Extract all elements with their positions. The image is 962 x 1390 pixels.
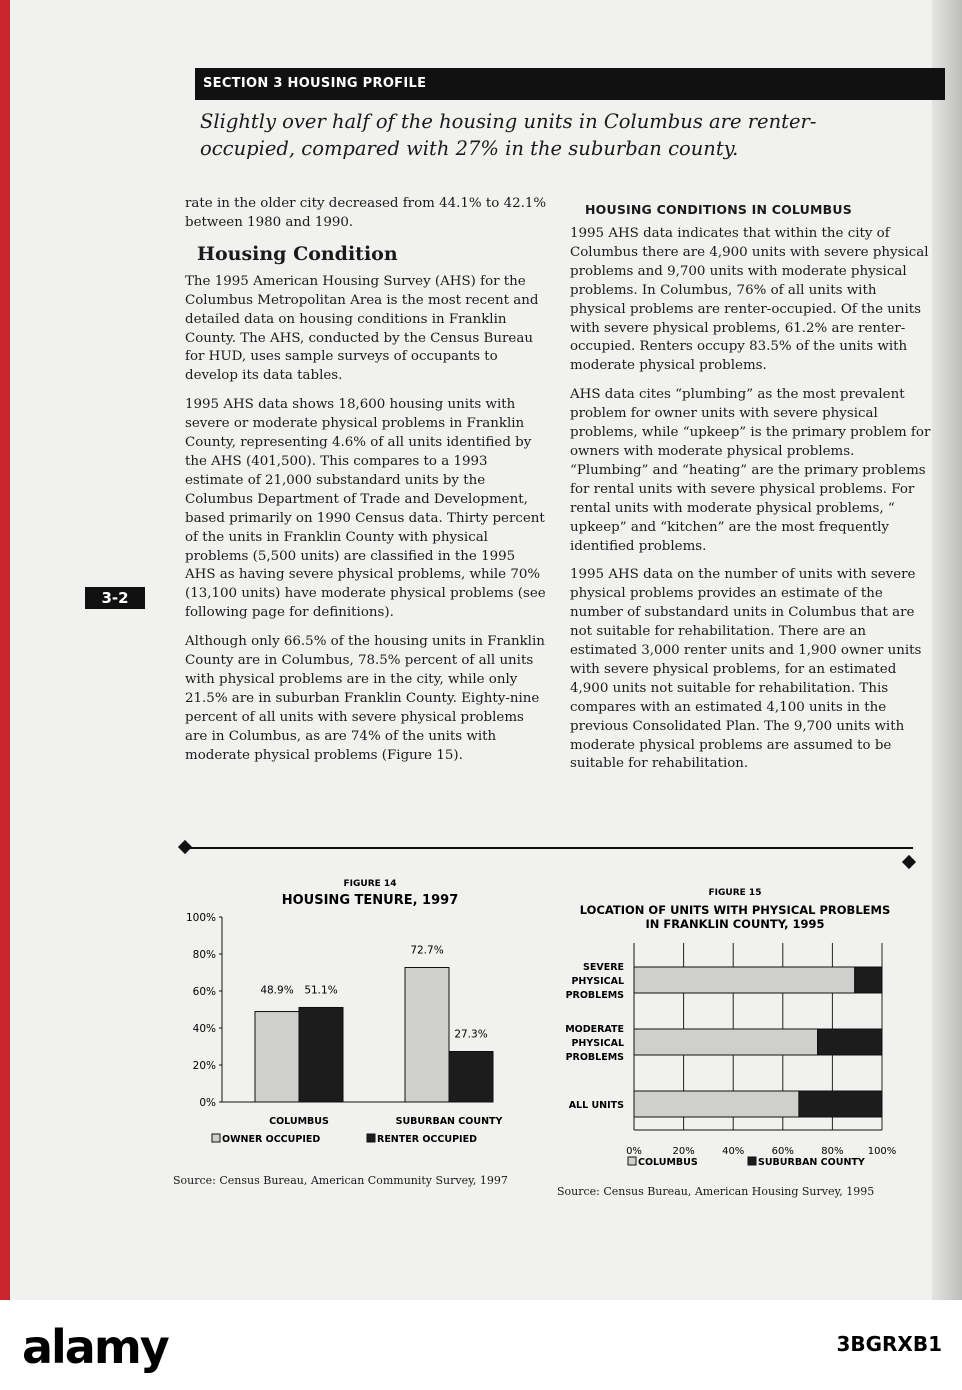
legend-swatch <box>628 1157 636 1165</box>
watermark-logo: alamy <box>22 1320 168 1374</box>
x-tick-label: 20% <box>672 1146 695 1157</box>
paragraph: 1995 AHS data on the number of units with severe physical problems provides an estimate of the number of substandard units in Columbus that are not suitable for rehabilitation. There are an estimated 3,000 renter units and 1,900 owner units with severe physical problems, for an estimated 4,900 units not suitable for rehabilitation. This compares with an estimated 4,100 units in the previous Consolidated Plan. The 9,700 units with moderate physical problems are assumed to be suitable for rehabilitation. <box>570 567 922 772</box>
pull-quote: Slightly over half of the housing units in Columbus are renter-occupied, compared with 27% in the suburban county. <box>200 110 817 160</box>
legend-label: SUBURBAN COUNTY <box>758 1157 865 1168</box>
paragraph: AHS data cites “plumbing” as the most prevalent problem for owner units with severe physical problems, while “upkeep” is the primary problem for owners with moderate physical problems. “Plumbing” and “heating” are the primary problems for rental units with severe physical problems. For rental units with moderate physical problems, “ upkeep” and “kitchen” are the most frequently identified problems. <box>570 387 931 554</box>
data-label: 48.9% <box>260 984 294 997</box>
watermark-id: 3BGRXB1 <box>836 1332 942 1356</box>
paragraph: 1995 AHS data indicates that within the city of Columbus there are 4,900 units with severe physical problems and 9,700 units with moderate physical problems. In Columbus, 76% of all units with physical problems are renter-occupied. Of the units with severe physical problems, 61.2% are renter-occupied. Renters occupy 83.5% of the units with moderate physical problems. <box>570 226 929 374</box>
right-column <box>570 202 932 784</box>
y-category-label: SEVERE <box>583 962 624 973</box>
bar-columbus <box>634 967 855 993</box>
y-category-label: PROBLEMS <box>565 990 624 1001</box>
bar-owner-occupied <box>405 968 449 1102</box>
legend-swatch <box>748 1157 756 1165</box>
y-tick-label: 0% <box>199 1097 216 1109</box>
figure-label: FIGURE 14 <box>343 879 397 889</box>
paragraph: 1995 AHS data shows 18,600 housing units with severe or moderate physical problems in Franklin County, representing 4.6% of all units identified by the AHS (401,500). This compares to a 1993 estimate of 21,000 substandard units by the Columbus Department of Trade and Development, based primarily on 1990 Census data. Thirty percent of the units in Franklin County with physical problems (5,500 units) are classified in the 1995 AHS as having severe physical problems, while 70% (13,100 units) have moderate physical problems (see following page for definitions). <box>185 397 546 621</box>
chart-title: LOCATION OF UNITS WITH PHYSICAL PROBLEMS <box>579 903 891 917</box>
bar-columbus <box>634 1091 799 1117</box>
bar-suburban-county <box>799 1091 882 1117</box>
figure-14-source: Source: Census Bureau, American Community Survey, 1997 <box>173 1174 508 1187</box>
section-header: SECTION 3 HOUSING PROFILE <box>195 68 945 100</box>
x-tick-label: 80% <box>821 1146 844 1157</box>
page-number: 3-2 <box>85 587 145 609</box>
y-tick-label: 80% <box>192 949 216 961</box>
x-category-label: SUBURBAN COUNTY <box>395 1116 503 1127</box>
x-tick-label: 100% <box>867 1146 897 1157</box>
data-label: 27.3% <box>454 1028 488 1041</box>
section-heading: Housing Condition <box>197 242 398 265</box>
y-category-label: PHYSICAL <box>571 976 624 987</box>
chart-title: IN FRANKLIN COUNTY, 1995 <box>645 917 825 931</box>
y-category-label: PROBLEMS <box>565 1052 624 1063</box>
page-edge <box>0 0 10 1300</box>
paragraph: rate in the older city decreased from 44.1% to 42.1% between 1980 and 1990. <box>185 196 547 230</box>
bar-suburban-county <box>818 1029 882 1055</box>
subheading: HOUSING CONDITIONS IN COLUMBUS <box>585 202 852 217</box>
x-tick-label: 0% <box>626 1146 642 1157</box>
legend-label: RENTER OCCUPIED <box>377 1134 477 1145</box>
y-category-label: ALL UNITS <box>568 1100 624 1111</box>
y-category-label: MODERATE <box>565 1024 624 1035</box>
page-shadow <box>932 0 962 1300</box>
legend-swatch <box>367 1134 375 1142</box>
figure-15-chart <box>560 880 910 1175</box>
x-category-label: COLUMBUS <box>269 1116 329 1127</box>
bar-columbus <box>634 1029 818 1055</box>
data-label: 72.7% <box>410 944 444 957</box>
paragraph: Although only 66.5% of the housing units in Franklin County are in Columbus, 78.5% percent of all units with physical problems are in the city, while only 21.5% are in suburban Franklin County. Eighty-nine percent of all units with severe physical problems are in Columbus, as are 74% of the units with moderate physical problems (Figure 15). <box>185 634 545 763</box>
legend-swatch <box>212 1134 220 1142</box>
y-tick-label: 20% <box>192 1060 216 1072</box>
bar-renter-occupied <box>449 1051 493 1102</box>
figure-label: FIGURE 15 <box>708 888 762 898</box>
x-tick-label: 40% <box>722 1146 745 1157</box>
legend-label: OWNER OCCUPIED <box>222 1134 321 1145</box>
left-column <box>185 195 547 775</box>
y-category-label: PHYSICAL <box>571 1038 624 1049</box>
figure-15-source: Source: Census Bureau, American Housing Survey, 1995 <box>557 1185 875 1198</box>
divider <box>183 847 913 849</box>
watermark-band <box>0 1300 962 1390</box>
bar-suburban-county <box>855 967 882 993</box>
bar-owner-occupied <box>255 1012 299 1102</box>
y-tick-label: 40% <box>192 1023 216 1035</box>
paragraph: The 1995 American Housing Survey (AHS) for the Columbus Metropolitan Area is the most recent and detailed data on housing conditions in Franklin County. The AHS, conducted by the Census Bureau for HUD, uses sample surveys of occupants to develop its data tables. <box>185 273 539 384</box>
chart-title: HOUSING TENURE, 1997 <box>281 893 459 908</box>
y-tick-label: 60% <box>192 986 216 998</box>
data-label: 51.1% <box>304 984 338 997</box>
figure-14-chart <box>180 870 560 1160</box>
y-tick-label: 100% <box>185 912 216 924</box>
legend-label: COLUMBUS <box>638 1157 698 1168</box>
x-tick-label: 60% <box>771 1146 794 1157</box>
bar-renter-occupied <box>299 1007 343 1102</box>
